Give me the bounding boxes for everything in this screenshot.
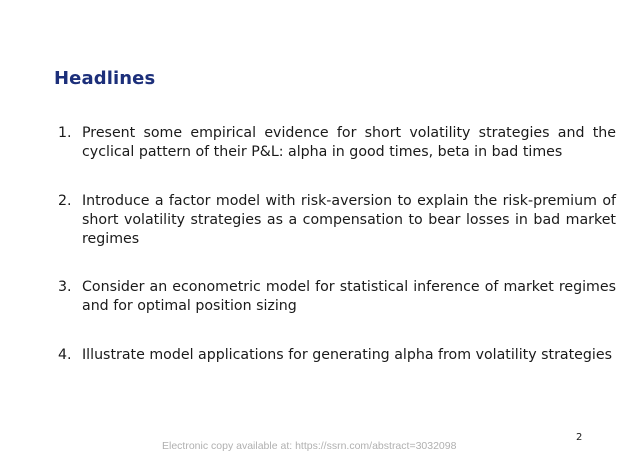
list-item-text: Introduce a factor model with risk-aversion to explain the risk-premium of short volatility strategies as a compensation to bear losses in bad market regimes [82,193,616,247]
slide-title: Headlines [54,68,156,89]
list-item-number: 3. [58,279,72,295]
list-item-number: 2. [58,193,72,209]
list-item-text: Consider an econometric model for statistical inference of market regimes and for optimal position sizing [82,279,616,314]
list-item [58,192,616,249]
ssrn-footer-link[interactable]: Electronic copy available at: https://ssrn.com/abstract=3032098 [162,440,457,452]
list-item [58,278,616,316]
list-item [58,124,616,162]
list-item-number: 1. [58,125,72,141]
list-item-text: Present some empirical evidence for short volatility strategies and the cyclical pattern of their P&L: alpha in good times, beta in bad times [82,125,616,160]
list-item-text: Illustrate model applications for generating alpha from volatility strategies [82,347,612,363]
page-number: 2 [576,432,583,443]
list-item-number: 4. [58,347,72,363]
list-item [58,346,616,365]
